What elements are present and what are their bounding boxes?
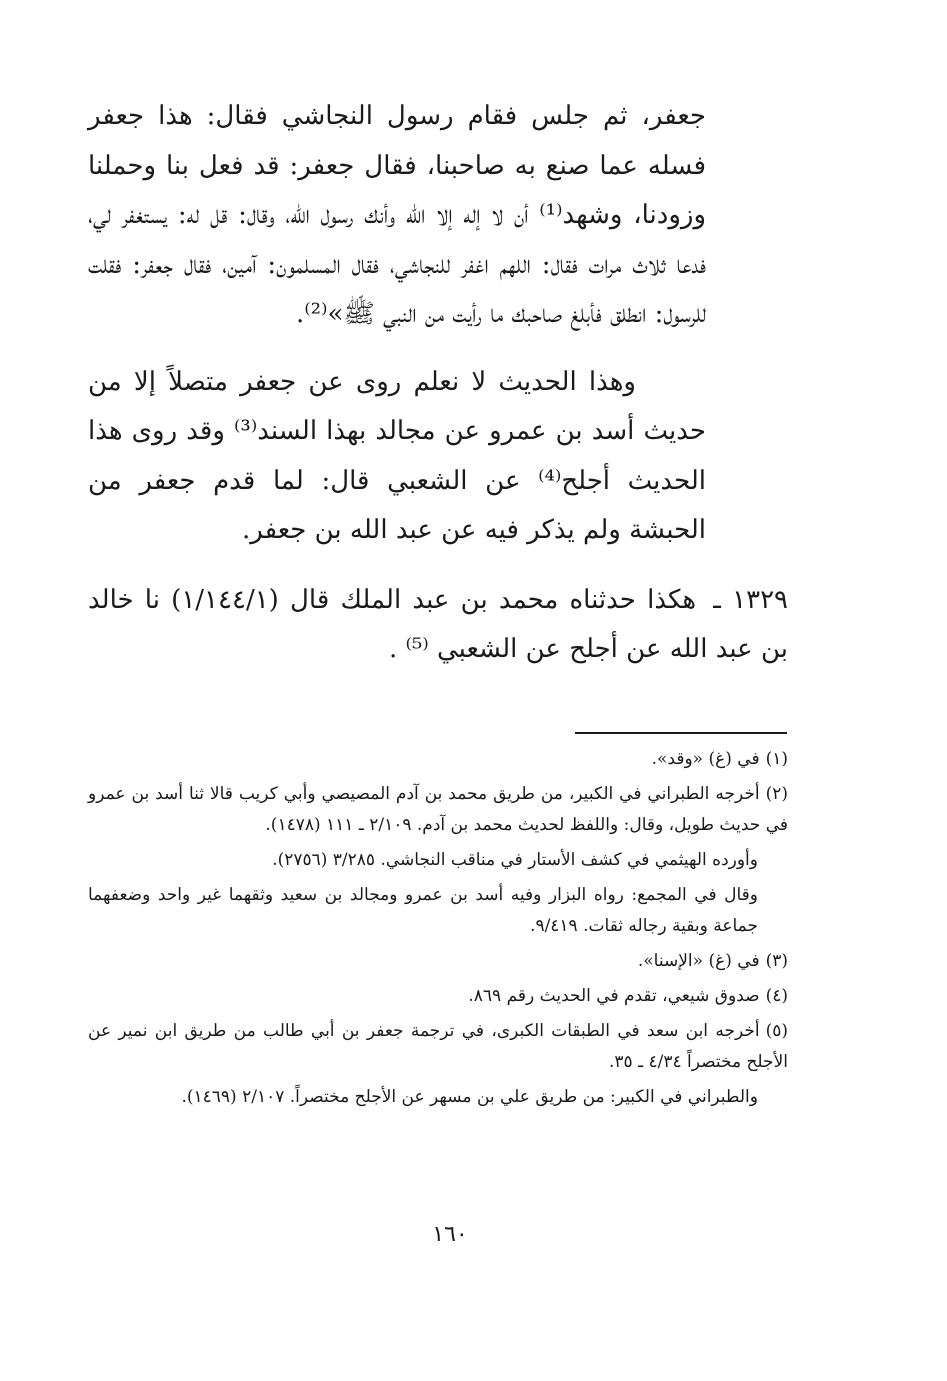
footnote-2-continuation: وأورده الهيثمي في كشف الأستار في مناقب النجاشي. ٣/٢٨٥ (٢٧٥٦).: [272, 850, 758, 870]
footnote-label: (٣): [765, 951, 788, 971]
footnote-4: [88, 981, 788, 1012]
footnote-3: [88, 946, 788, 977]
footnote-label: (٢): [765, 784, 788, 804]
narration-number: ١٣٢٩ ـ: [713, 584, 788, 615]
footnote-label: (٥): [765, 1021, 788, 1041]
footnote-label: (١): [765, 749, 788, 769]
footnote-text: صدوق شيعي، تقدم في الحديث رقم ٨٦٩.: [468, 986, 760, 1006]
footnote-2: [88, 779, 788, 841]
paragraph-hadith-continuation: جعفر، ثم جلس فقام رسول النجاشي فقال: هذا جعفر فسله عما صنع به صاحبنا، فقال جعفر: قد فعل بنا وحملنا وزودنا، وشهد⁽¹⁾ أن لا إله إلا الله وأنك رسول الله، وقال: قل له: يستغفر لي، فدعا ثلاث مرات فقال: اللهم اغفر للنجاشي، فقال المسلمون: آمين، فقال جعفر: فقلت للرسول: انطلق فأبلغ صاحبك ما رأيت من النبي ﷺ»⁽²⁾.: [88, 101, 707, 329]
footnote-1: [88, 744, 788, 775]
page-number: ١٦٠: [432, 1222, 468, 1247]
footnote-5: [88, 1016, 788, 1078]
footnote-text: في (غ) «وقد».: [651, 749, 760, 769]
paragraph-commentary: وهذا الحديث لا نعلم روى عن جعفر متصلاً إلا من حديث أسد بن عمرو عن مجالد بهذا السند⁽³⁾ وقد روى هذا الحديث أجلح⁽⁴⁾ عن الشعبي قال: لما قدم جعفر من الحبشة ولم يذكر فيه عن عبد الله بن جعفر.: [88, 366, 706, 545]
footnote-text: أخرجه الطبراني في الكبير، من طريق محمد بن آدم المصيصي وأبي كريب قالا ثنا أسد بن عمرو في حديث طويل، وقال: واللفظ لحديث محمد بن آدم. ٢/١٠٩ ـ ١١١ (١٤٧٨).: [88, 784, 788, 835]
narration-text: هكذا حدثناه محمد بن عبد الملك قال (١/١٤٤/١) نا خالد بن عبد الله عن أجلح عن الشعبي ⁽⁵⁾ .: [88, 584, 788, 664]
paragraph-narration: [88, 576, 788, 675]
footnote-5-continuation: والطبراني في الكبير: من طريق علي بن مسهر عن الأجلح مختصراً. ٢/١٠٧ (١٤٦٩).: [181, 1087, 758, 1107]
footnote-text: أخرجه ابن سعد في الطبقات الكبرى، في ترجمة جعفر بن أبي طالب من طريق ابن نمير عن الأجلح مختصراً ٤/٣٤ ـ ٣٥.: [88, 1021, 788, 1072]
footnote-label: (٤): [765, 986, 788, 1006]
footnote-separator: [575, 732, 787, 734]
footnotes: [88, 744, 788, 1117]
footnote-2-continuation: وقال في المجمع: رواه البزار وفيه أسد بن عمرو ومجالد بن سعيد وثقهما غير واحد وضعفهما جماعة وبقية رجاله ثقات. ٩/٤١٩.: [88, 885, 758, 936]
footnote-text: في (غ) «الإسنا».: [637, 951, 760, 971]
main-text: [88, 92, 788, 675]
